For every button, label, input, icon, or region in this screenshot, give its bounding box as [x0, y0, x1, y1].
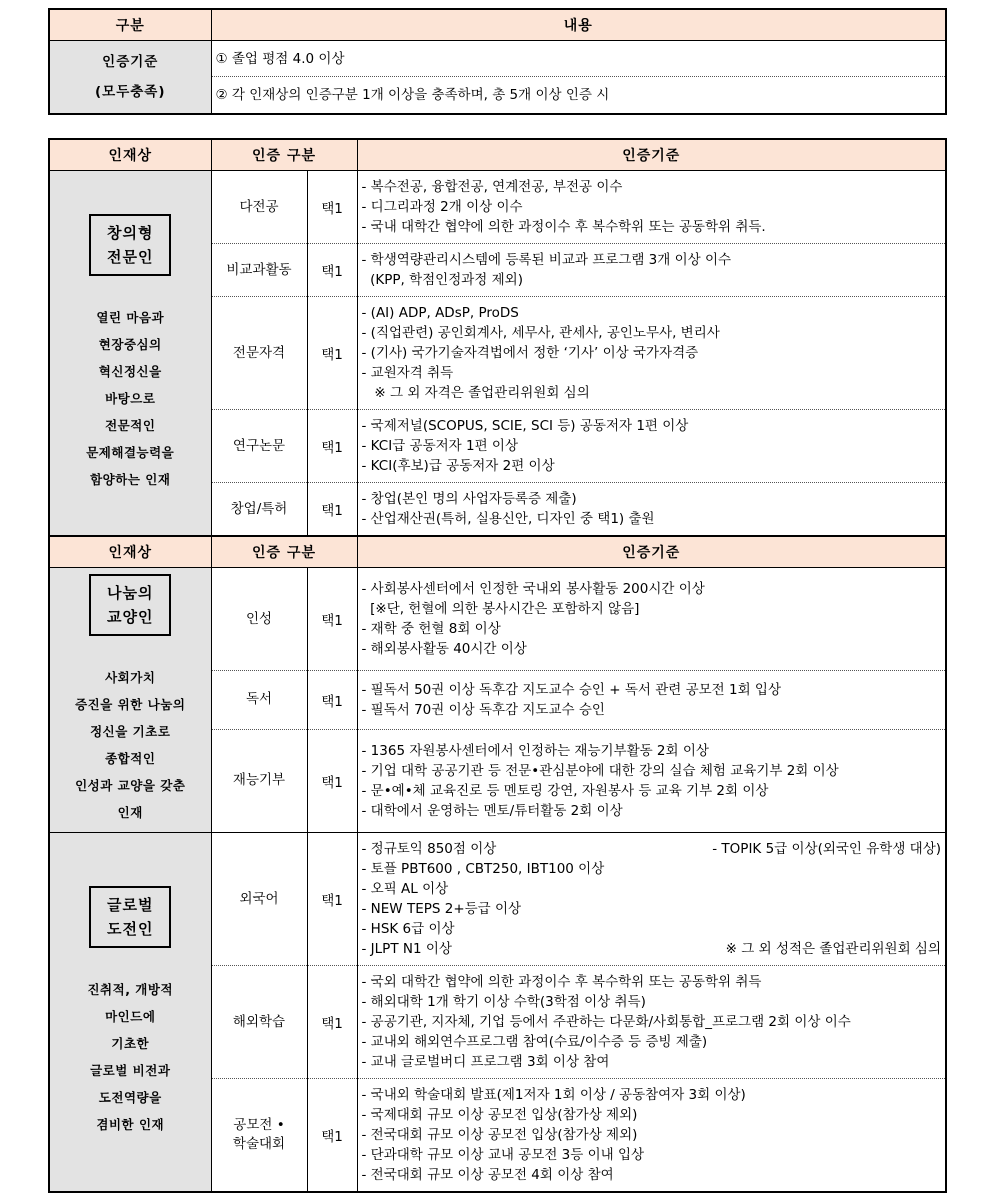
header-criteria: 인증기준	[357, 536, 946, 568]
criteria-line-text: - 토플 PBT600 , CBT250, IBT100 이상	[361, 861, 605, 877]
category-cell	[211, 171, 307, 244]
criteria-line	[362, 270, 942, 290]
criteria-line	[362, 456, 942, 476]
criteria-line	[362, 197, 942, 217]
criteria-cell	[357, 671, 946, 730]
profile-description-line: 문제해결능력을	[86, 444, 175, 460]
criteria-line	[362, 972, 942, 992]
criteria-line	[362, 619, 942, 639]
choice-cell: 택1	[307, 410, 357, 483]
summary-row-1-content: ① 졸업 평점 4.0 이상	[211, 41, 946, 77]
header-category: 인증 구분	[211, 536, 357, 568]
criteria-line-text: - 전국대회 규모 이상 공모전 입상(참가상 제외)	[361, 1127, 638, 1143]
criteria-cell	[357, 410, 946, 483]
criteria-line-text: - JLPT N1 이상	[361, 941, 452, 957]
criteria-line-text: - NEW TEPS 2+등급 이상	[361, 901, 522, 917]
criteria-line-text: - 학생역량관리시스템에 등록된 비교과 프로그램 3개 이상 이수	[361, 252, 732, 268]
criteria-line	[362, 383, 942, 403]
profile-description	[54, 664, 207, 826]
criteria-line-text: - (직업관련) 공인회계사, 세무사, 관세사, 공인노무사, 변리사	[361, 325, 720, 341]
criteria-line-text: - 공공기관, 지자체, 기업 등에서 주관하는 다문화/사회통합_프로그램 2회 이상 이수	[361, 1014, 851, 1030]
profile-title-box	[89, 574, 171, 636]
criteria-tables-container	[48, 138, 992, 1193]
criteria-line	[362, 177, 942, 197]
summary-row-2-content: ② 각 인재상의 인증구분 1개 이상을 충족하며, 총 5개 이상 인증 시	[211, 77, 946, 114]
criteria-line	[362, 859, 942, 879]
category-name-line: 학술대회	[232, 1136, 286, 1152]
criteria-line	[362, 1125, 942, 1145]
criteria-line-text: - 해외대학 1개 학기 이상 수학(3학점 이상 취득)	[361, 994, 646, 1010]
criteria-line-text: - 단과대학 규모 이상 교내 공모전 3등 이내 입상	[361, 1147, 645, 1163]
criteria-cell	[357, 568, 946, 671]
category-name-line: 전문자격	[232, 344, 286, 361]
category-name-line: 해외학습	[232, 1013, 286, 1030]
profile-title-line: 창의형	[107, 223, 154, 242]
criteria-line	[362, 1032, 942, 1052]
criteria-line-text: - 국내 대학간 협약에 의한 과정이수 후 복수학위 또는 공동학위 취득.	[361, 219, 766, 235]
criteria-row	[49, 568, 946, 671]
profile-cell	[49, 171, 211, 537]
category-cell	[211, 729, 307, 832]
profile-description-line: 혁신정신을	[98, 363, 162, 379]
header-profile: 인재상	[49, 536, 211, 568]
criteria-row	[49, 833, 946, 966]
criteria-line	[362, 436, 942, 456]
criteria-line-text: - 국내외 학술대회 발표(제1저자 1회 이상 / 공동참여자 3회 이상)	[361, 1087, 746, 1103]
category-cell	[211, 568, 307, 671]
criteria-line-right-note: ※ 그 외 성적은 졸업관리위원회 심의	[725, 941, 942, 957]
criteria-line-text: (KPP, 학점인정과정 제외)	[361, 272, 523, 288]
summary-row-label-line2: (모두충족)	[94, 84, 166, 100]
criteria-line	[362, 801, 942, 821]
profile-cell	[49, 833, 211, 1193]
criteria-line	[362, 899, 942, 919]
criteria-line-text: - HSK 6급 이상	[361, 921, 455, 937]
criteria-line-text: - 국제저널(SCOPUS, SCIE, SCI 등) 공동저자 1편 이상	[361, 418, 689, 434]
criteria-cell	[357, 729, 946, 832]
criteria-line	[362, 1145, 942, 1165]
criteria-line	[362, 1012, 942, 1032]
choice-cell: 택1	[307, 171, 357, 244]
criteria-row	[49, 171, 946, 244]
profile-description	[54, 976, 207, 1138]
profile-title-line: 도전인	[107, 920, 154, 938]
criteria-line-text: - 1365 자원봉사센터에서 인정하는 재능기부활동 2회 이상	[361, 742, 709, 759]
choice-cell: 택1	[307, 671, 357, 730]
criteria-line	[362, 680, 942, 700]
profile-description-line: 마인드에	[105, 1009, 156, 1024]
profile-title-box	[89, 214, 171, 276]
category-name-line: 재능기부	[232, 772, 286, 789]
header-profile: 인재상	[49, 139, 211, 171]
profile-description-line: 현장중심의	[98, 336, 162, 352]
criteria-line	[362, 1085, 942, 1105]
criteria-table-2	[48, 535, 947, 1193]
choice-cell: 택1	[307, 297, 357, 410]
category-cell	[211, 244, 307, 297]
choice-cell: 택1	[307, 966, 357, 1079]
summary-row-label	[49, 41, 211, 115]
header-criteria: 인증기준	[357, 139, 946, 171]
criteria-line-text: - 사회봉사센터에서 인정한 국내외 봉사활동 200시간 이상	[361, 581, 705, 598]
category-cell	[211, 1079, 307, 1193]
criteria-line-text: - 교내외 해외연수프로그램 참여(수료/이수증 등 증빙 제출)	[361, 1034, 708, 1050]
profile-description-line: 정신을 기초로	[90, 724, 171, 739]
criteria-line-text: - 해외봉사활동 40시간 이상	[361, 641, 527, 658]
criteria-line-text: - 재학 중 헌혈 8회 이상	[361, 621, 501, 638]
criteria-line	[362, 781, 942, 801]
criteria-line	[362, 489, 942, 509]
summary-row-label-line1: 인증기준	[102, 54, 159, 70]
criteria-cell	[357, 297, 946, 410]
category-name-line: 외국어	[239, 890, 279, 907]
criteria-line-text: - 교원자격 취득	[361, 365, 454, 381]
profile-title-line: 전문인	[107, 247, 154, 266]
criteria-line-text: - KCI(후보)급 공동저자 2편 이상	[361, 458, 555, 474]
summary-header-category: 구분	[49, 9, 211, 41]
profile-description	[54, 304, 207, 493]
criteria-line-text: - 국제대회 규모 이상 공모전 입상(참가상 제외)	[361, 1107, 638, 1123]
profile-description-line: 도전역량을	[98, 1090, 162, 1105]
criteria-line	[362, 839, 942, 859]
profile-description-line: 열린 마음과	[96, 309, 165, 325]
criteria-line-text: - 대학에서 운영하는 멘토/튜터활동 2회 이상	[361, 802, 623, 819]
profile-title-line: 글로벌	[107, 896, 154, 914]
criteria-line-text: - 문•예•체 교육진로 등 멘토링 강연, 자원봉사 등 교육 기부 2회 이상	[361, 782, 769, 799]
criteria-line	[362, 761, 942, 781]
criteria-line-text: ※ 그 외 자격은 졸업관리위원회 심의	[361, 385, 590, 401]
criteria-line-text: - 산업재산권(특허, 실용신안, 디자인 중 택1) 출원	[361, 511, 655, 527]
choice-cell: 택1	[307, 568, 357, 671]
profile-description-line: 인재	[117, 805, 143, 820]
criteria-cell	[357, 833, 946, 966]
category-cell	[211, 966, 307, 1079]
criteria-line	[362, 250, 942, 270]
category-name-line: 연구논문	[232, 437, 286, 454]
category-name-line: 독서	[245, 691, 273, 708]
criteria-line	[362, 579, 942, 599]
criteria-line-text: [※단, 헌혈에 의한 봉사시간은 포함하지 않음]	[361, 601, 640, 618]
criteria-line	[362, 599, 942, 619]
criteria-header-row	[49, 139, 946, 171]
summary-header-content: 내용	[211, 9, 946, 41]
category-name-line: 다전공	[239, 198, 279, 215]
criteria-line-text: - 기업 대학 공공기관 등 전문•관심분야에 대한 강의 실습 체험 교육기부 2회 이상	[361, 762, 839, 779]
category-name-line: 창업/특허	[230, 500, 288, 517]
criteria-line-text: - 디그리과정 2개 이상 이수	[361, 199, 523, 215]
choice-cell: 택1	[307, 1079, 357, 1193]
criteria-line	[362, 741, 942, 761]
criteria-line	[362, 939, 942, 959]
criteria-line	[362, 323, 942, 343]
criteria-line-text: - 필독서 70권 이상 독후감 지도교수 승인	[361, 701, 605, 718]
criteria-line-text: - 오픽 AL 이상	[361, 881, 449, 897]
criteria-line	[362, 992, 942, 1012]
category-cell	[211, 410, 307, 483]
criteria-line-text: - 교내 글로벌버디 프로그램 3회 이상 참여	[361, 1054, 610, 1070]
criteria-cell	[357, 966, 946, 1079]
profile-description-line: 증진을 위한 나눔의	[75, 697, 186, 712]
criteria-line-right-note: - TOPIK 5급 이상(외국인 유학생 대상)	[712, 841, 942, 857]
criteria-line-text: - 필독서 50권 이상 독후감 지도교수 승인 + 독서 관련 공모전 1회 입상	[361, 681, 781, 698]
criteria-line	[362, 363, 942, 383]
summary-header-row	[49, 9, 946, 41]
criteria-line	[362, 416, 942, 436]
summary-table	[48, 8, 947, 115]
criteria-table-1	[48, 138, 947, 537]
choice-cell: 택1	[307, 483, 357, 537]
choice-cell: 택1	[307, 244, 357, 297]
criteria-line-text: - 창업(본인 명의 사업자등록증 제출)	[361, 491, 577, 507]
criteria-line	[362, 1052, 942, 1072]
criteria-line	[362, 343, 942, 363]
criteria-line	[362, 879, 942, 899]
profile-description-line: 전문적인	[105, 417, 156, 433]
profile-description-line: 진취적, 개방적	[87, 982, 174, 997]
criteria-line	[362, 1105, 942, 1125]
criteria-line	[362, 1165, 942, 1185]
criteria-line	[362, 303, 942, 323]
criteria-line-text: - (AI) ADP, ADsP, ProDS	[361, 305, 519, 321]
criteria-line	[362, 700, 942, 720]
criteria-cell	[357, 244, 946, 297]
category-name-line: 인성	[245, 610, 273, 627]
criteria-line	[362, 509, 942, 529]
category-cell	[211, 297, 307, 410]
criteria-line-text: - KCI급 공동저자 1편 이상	[361, 438, 518, 454]
criteria-cell	[357, 1079, 946, 1193]
profile-description-line: 기초한	[111, 1036, 150, 1051]
criteria-line	[362, 919, 942, 939]
criteria-line-text: - 국외 대학간 협약에 의한 과정이수 후 복수학위 또는 공동학위 취득	[361, 974, 762, 990]
category-name-line: 비교과활동	[226, 261, 292, 278]
criteria-header-row	[49, 536, 946, 568]
category-cell	[211, 833, 307, 966]
profile-description-line: 바탕으로	[105, 390, 156, 406]
criteria-line	[362, 639, 942, 659]
category-name-line: 공모전 •	[233, 1117, 285, 1133]
profile-description-line: 종합적인	[105, 751, 156, 766]
profile-title-box	[89, 886, 171, 948]
summary-row-1	[49, 41, 946, 77]
criteria-cell	[357, 171, 946, 244]
category-cell	[211, 671, 307, 730]
choice-cell: 택1	[307, 729, 357, 832]
criteria-line-text: - (기사) 국가기술자격법에서 정한 ‘기사’ 이상 국가자격증	[361, 345, 699, 361]
criteria-cell	[357, 483, 946, 537]
profile-title-line: 나눔의	[107, 584, 154, 602]
criteria-line-text: - 복수전공, 융합전공, 연계전공, 부전공 이수	[361, 179, 623, 195]
header-category: 인증 구분	[211, 139, 357, 171]
profile-title-line: 교양인	[107, 608, 154, 626]
choice-cell: 택1	[307, 833, 357, 966]
table-gap	[48, 115, 992, 138]
profile-description-line: 함양하는 인재	[90, 471, 171, 487]
profile-cell	[49, 568, 211, 833]
profile-description-line: 겸비한 인재	[96, 1117, 165, 1132]
criteria-line-text: - 정규토익 850점 이상	[361, 841, 497, 857]
criteria-line	[362, 217, 942, 237]
profile-description-line: 글로벌 비전과	[90, 1063, 171, 1078]
criteria-line-text: - 전국대회 규모 이상 공모전 4회 이상 참여	[361, 1167, 614, 1183]
profile-description-line: 인성과 교양을 갖춘	[75, 778, 186, 793]
category-cell	[211, 483, 307, 537]
profile-description-line: 사회가치	[105, 670, 156, 685]
